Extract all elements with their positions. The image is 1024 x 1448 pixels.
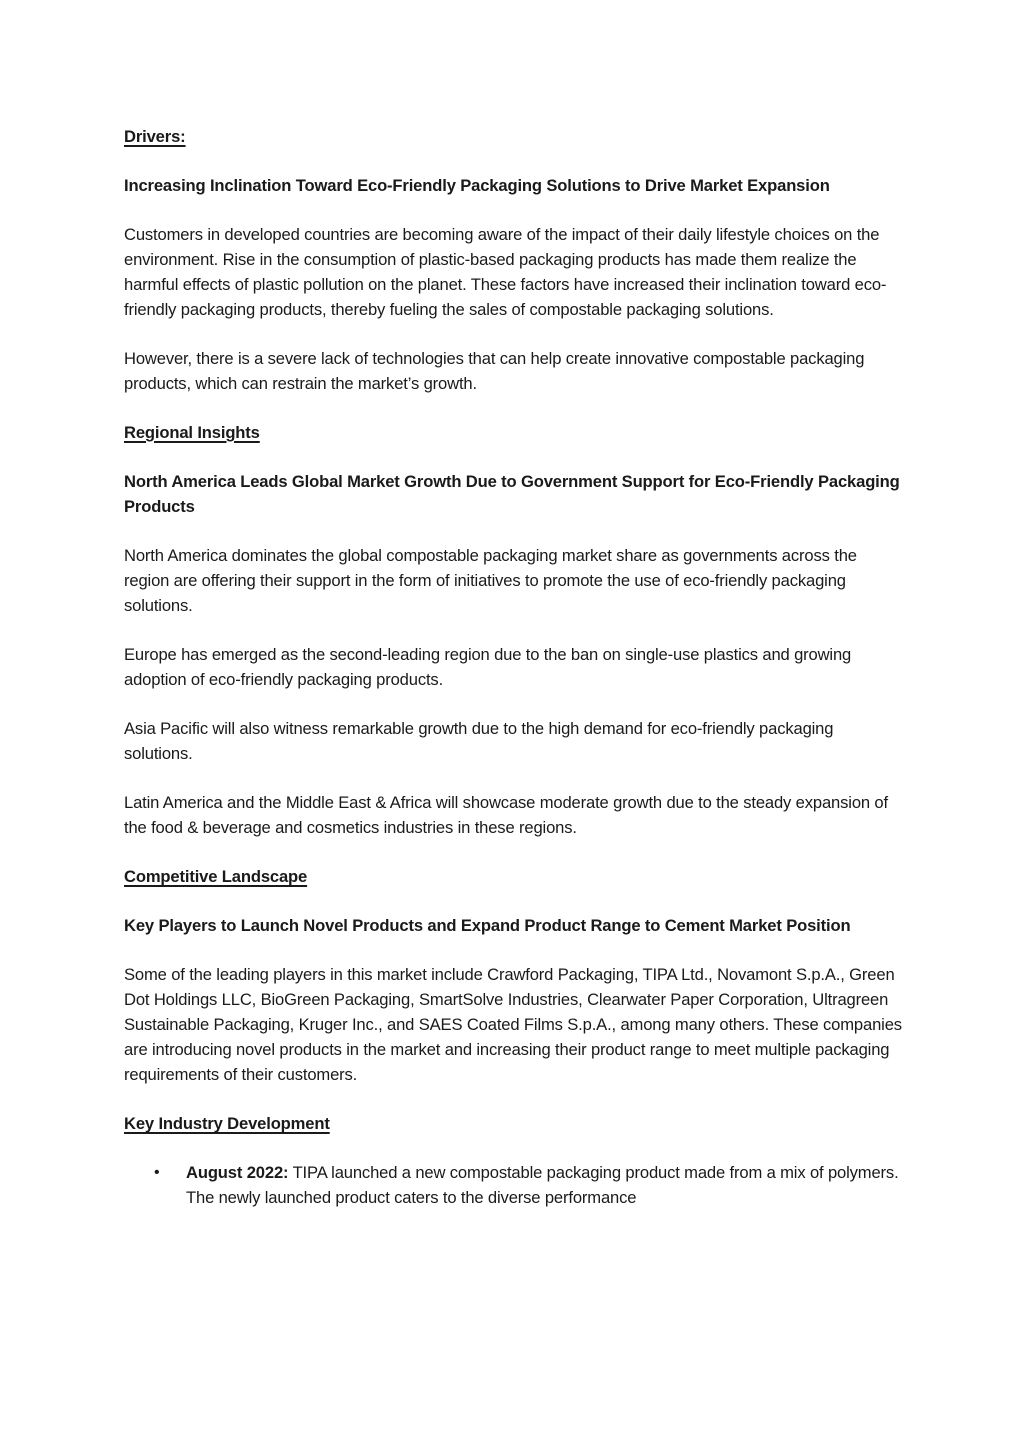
- subheading-competitive-landscape: Key Players to Launch Novel Products and Expand Product Range to Cement Market Position: [124, 916, 851, 935]
- paragraph-drivers-1: Customers in developed countries are becoming aware of the impact of their daily lifestyle choices on the environment. Rise in the consumption of plastic-based packaging products has made them realize the harmful effects of plastic pollution on the planet. These factors have increased their inclination toward eco-friendly packaging products, thereby fueling the sales of compostable packaging solutions.: [124, 225, 887, 319]
- paragraph-europe: Europe has emerged as the second-leading region due to the ban on single-use plastics and growing adoption of eco-friendly packaging products.: [124, 645, 852, 689]
- paragraph-key-players: Some of the leading players in this market include Crawford Packaging, TIPA Ltd., Novamont S.p.A., Green Dot Holdings LLC, BioGreen Packaging, SmartSolve Industries, Clearwater Paper Corporation, Ultragreen Sustainable Packaging, Kruger Inc., and SAES Coated Films S.p.A., among many others. These companies are introducing novel products in the market and increasing their product range to meet multiple packaging requirements of their customers.: [124, 965, 902, 1084]
- subheading-regional-insights: North America Leads Global Market Growth Due to Government Support for Eco-Friendly Packaging Products: [124, 472, 900, 516]
- development-list: [124, 1160, 904, 1210]
- development-date: August 2022:: [186, 1163, 289, 1182]
- section-title-drivers: Drivers:: [124, 127, 186, 146]
- document-page: [124, 124, 904, 1210]
- section-title-regional-insights: Regional Insights: [124, 423, 260, 442]
- paragraph-north-america: North America dominates the global compostable packaging market share as governments across the region are offering their support in the form of initiatives to promote the use of eco-friendly packaging solutions.: [124, 546, 857, 615]
- paragraph-asia-pacific: Asia Pacific will also witness remarkable growth due to the high demand for eco-friendly packaging solutions.: [124, 719, 834, 763]
- section-title-key-industry-development: Key Industry Development: [124, 1114, 330, 1133]
- paragraph-latin-america-mea: Latin America and the Middle East & Africa will showcase moderate growth due to the steady expansion of the food & beverage and cosmetics industries in these regions.: [124, 793, 888, 837]
- development-list-item: [124, 1160, 904, 1210]
- section-title-competitive-landscape: Competitive Landscape: [124, 867, 308, 886]
- subheading-drivers: Increasing Inclination Toward Eco-Friendly Packaging Solutions to Drive Market Expansion: [124, 176, 830, 195]
- bullet-icon: •: [154, 1164, 160, 1181]
- paragraph-drivers-2: However, there is a severe lack of technologies that can help create innovative compostable packaging products, which can restrain the market’s growth.: [124, 349, 865, 393]
- development-text: TIPA launched a new compostable packaging product made from a mix of polymers. The newly launched product caters to the diverse performance: [186, 1163, 899, 1207]
